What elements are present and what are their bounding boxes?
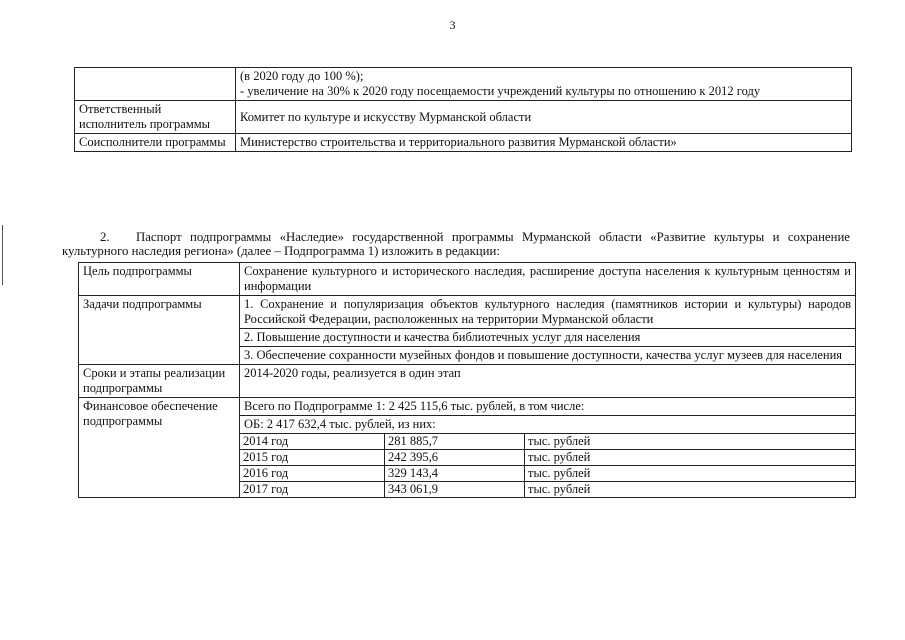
paragraph-text: Паспорт подпрограммы «Наследие» государственной программы Мурманской области «Развитие культуры и сохранение культурного наследия региона» (далее – Подпрограмма 1) изложить в редакции:	[62, 230, 850, 258]
row-content: Комитет по культуре и искусству Мурманской области	[236, 101, 852, 134]
table-row	[75, 134, 852, 152]
table-row	[75, 68, 852, 101]
table-row	[79, 365, 856, 398]
terms-text: 2014-2020 годы, реализуется в один этап	[240, 365, 856, 398]
table-row	[75, 101, 852, 134]
paragraph-number: 2.	[100, 230, 110, 244]
amount-cell: 329 143,4	[385, 466, 525, 482]
subprogram-passport-table	[78, 262, 856, 498]
unit-cell: тыс. рублей	[525, 466, 856, 482]
unit-cell: тыс. рублей	[525, 434, 856, 450]
goal-label: Цель подпрограммы	[79, 263, 240, 296]
year-row	[240, 482, 855, 498]
finance-label: Финансовое обеспечение подпрограммы	[79, 398, 240, 498]
task-item: 2. Повышение доступности и качества библиотечных услуг для населения	[240, 329, 856, 347]
amendment-paragraph	[62, 230, 850, 258]
text-line: - увеличение на 30% к 2020 году посещаемости учреждений культуры по отношению к 2012 году	[240, 84, 761, 98]
task-item: 1. Сохранение и популяризация объектов культурного наследия (памятников истории и культуры) народов Российской Федерации, расположенных на территории Мурманской области	[240, 296, 856, 329]
row-label: Ответственный исполнитель программы	[75, 101, 236, 134]
year-cell: 2016 год	[240, 466, 385, 482]
row-label	[75, 68, 236, 101]
year-row	[240, 450, 855, 466]
table-row	[79, 398, 856, 498]
year-row	[240, 434, 855, 450]
task-item: 3. Обеспечение сохранности музейных фондов и повышение доступности, качества услуг музеев для населения	[240, 347, 856, 365]
year-cell: 2017 год	[240, 482, 385, 498]
year-row	[240, 466, 855, 482]
amount-cell: 281 885,7	[385, 434, 525, 450]
amount-cell: 343 061,9	[385, 482, 525, 498]
unit-cell: тыс. рублей	[525, 450, 856, 466]
finance-years-table	[240, 433, 855, 497]
year-cell: 2015 год	[240, 450, 385, 466]
text-line: (в 2020 году до 100 %);	[240, 69, 364, 83]
goal-text: Сохранение культурного и исторического наследия, расширение доступа населения к культурным ценностям и информации	[240, 263, 856, 296]
finance-ob: ОБ: 2 417 632,4 тыс. рублей, из них:	[240, 415, 855, 433]
row-content	[236, 68, 852, 101]
finance-total: Всего по Подпрограмме 1: 2 425 115,6 тыс. рублей, в том числе:	[244, 399, 585, 413]
year-cell: 2014 год	[240, 434, 385, 450]
tasks-label: Задачи подпрограммы	[79, 296, 240, 365]
table-row	[79, 296, 856, 329]
amount-cell: 242 395,6	[385, 450, 525, 466]
unit-cell: тыс. рублей	[525, 482, 856, 498]
finance-content	[240, 398, 856, 498]
scan-edge-mark	[2, 225, 3, 285]
row-label: Соисполнители программы	[75, 134, 236, 152]
row-content: Министерство строительства и территориального развития Мурманской области»	[236, 134, 852, 152]
terms-label: Сроки и этапы реализации подпрограммы	[79, 365, 240, 398]
continuation-table	[74, 67, 852, 152]
page-number: 3	[449, 18, 456, 32]
table-row	[79, 263, 856, 296]
